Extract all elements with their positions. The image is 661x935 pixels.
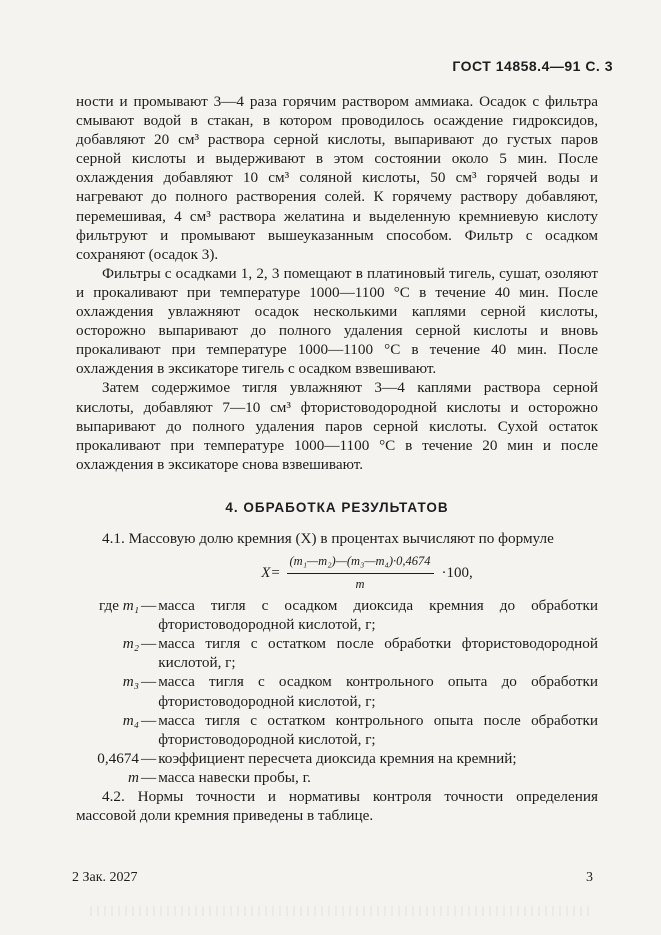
definition-symbol: m₁ [122, 597, 139, 615]
formula-numerator: (m₁—m₂)—(m₃—m₄)·0,4674 [287, 552, 434, 573]
definition-text: масса тигля с осадком диоксида кремния до обработки фтористоводородной кислотой, г; [158, 597, 598, 634]
definition-text: масса тигля с остатком после обработки фтористоводородной кислотой, г; [158, 635, 598, 672]
formula-denominator: m [355, 576, 365, 591]
definition-symbol: 0,4674 [97, 749, 139, 767]
page-header: ГОСТ 14858.4—91 С. 3 [452, 58, 613, 74]
definition-text: коэффициент пересчета диоксида кремния на кремний; [158, 749, 517, 767]
formula-lhs: X= [261, 564, 281, 581]
page-body [76, 92, 598, 825]
definition-text: масса навески пробы, г. [158, 768, 311, 786]
where-word: где [99, 597, 119, 615]
section-title: 4. ОБРАБОТКА РЕЗУЛЬТАТОВ [225, 499, 449, 515]
definition-m3: m₃ — масса тигля с осадком контрольного опыта до обработки фтористоводородной кислотой, г; [122, 673, 598, 710]
formula-tail: ·100, [441, 564, 473, 581]
definition-symbol: m₄ [122, 711, 139, 729]
paragraph-4-2: 4.2. Нормы точности и нормативы контроля точности определения массовой доли кремния приведены в таблице. [76, 788, 598, 825]
definition-m1: где m₁ — масса тигля с осадком диоксида кремния до обработки фтористоводородной кислотой, г; [99, 597, 598, 634]
definition-text: масса тигля с остатком контрольного опыта после обработки фтористоводородной кислотой, г; [158, 711, 598, 748]
page-footer [72, 870, 593, 886]
definition-text: масса тигля с осадком контрольного опыта до обработки фтористоводородной кислотой, г; [158, 673, 598, 710]
definition-m: m — масса навески пробы, г. [64, 768, 598, 787]
definition-symbol: m₂ [122, 635, 139, 653]
definition-m4: m₄ — масса тигля с остатком контрольного опыта после обработки фтористоводородной кислотой, г; [122, 711, 598, 748]
page-number: 3 [586, 870, 593, 885]
formula [76, 552, 598, 594]
definition-coefficient: 0,4674 — коэффициент пересчета диоксида кремния на кремний; [64, 749, 598, 768]
paragraph-4-1: 4.1. Массовую долю кремния (X) в процентах вычисляют по формуле [102, 529, 554, 547]
definition-symbol: m₃ [122, 673, 139, 691]
formula-fraction [287, 552, 434, 593]
definition-symbol: m [128, 768, 139, 786]
footer-order-number: 2 Зак. 2027 [72, 870, 138, 885]
paragraph-crucible: Затем содержимое тигля увлажняют 3—4 каплями раствора серной кислоты, добавляют 7—10 см³ фтористоводородной кислоты и осторожно выпаривают до полного удаления паров серной кислоты. Сухой остаток прокаливают при температуре 1000—1100 °С в течение 20 мин и после охлаждения в эксикаторе снова взвешивают. [76, 379, 598, 473]
paragraph-continued: ности и промывают 3—4 раза горячим раствором аммиака. Осадок с фильтра смывают водой в стакан, в котором проводилось осаждение гидроксидов, добавляют 20 см³ раствора серной кислоты, выпаривают до густых паров серной кислоты и выдерживают в этом состоянии около 5 мин. После охлаждения добавляют 10 см³ соляной кислоты, 50 см³ горячей воды и нагревают до полного растворения солей. К горячему раствору добавляют, перемешивая, 4 см³ раствора желатина и выделенную кремниевую кислоту фильтруют и промывают вышеуказанным способом. Фильтр с осадком сохраняют (осадок 3). [76, 93, 598, 263]
definition-m2: m₂ — масса тигля с остатком после обработки фтористоводородной кислотой, г; [122, 635, 598, 672]
paragraph-filters: Фильтры с осадками 1, 2, 3 помещают в платиновый тигель, сушат, озоляют и прокаливают при температуре 1000—1100 °С в течение 40 мин. После охлаждения увлажняют осадок несколькими каплями серной кислоты, осторожно выпаривают до полного удаления серной кислоты и вновь прокаливают при температуре 1000—1100 °С в течение 40 мин. После охлаждения в эксикаторе тигель с осадком взвешивают. [76, 264, 598, 378]
scan-noise [90, 906, 590, 916]
